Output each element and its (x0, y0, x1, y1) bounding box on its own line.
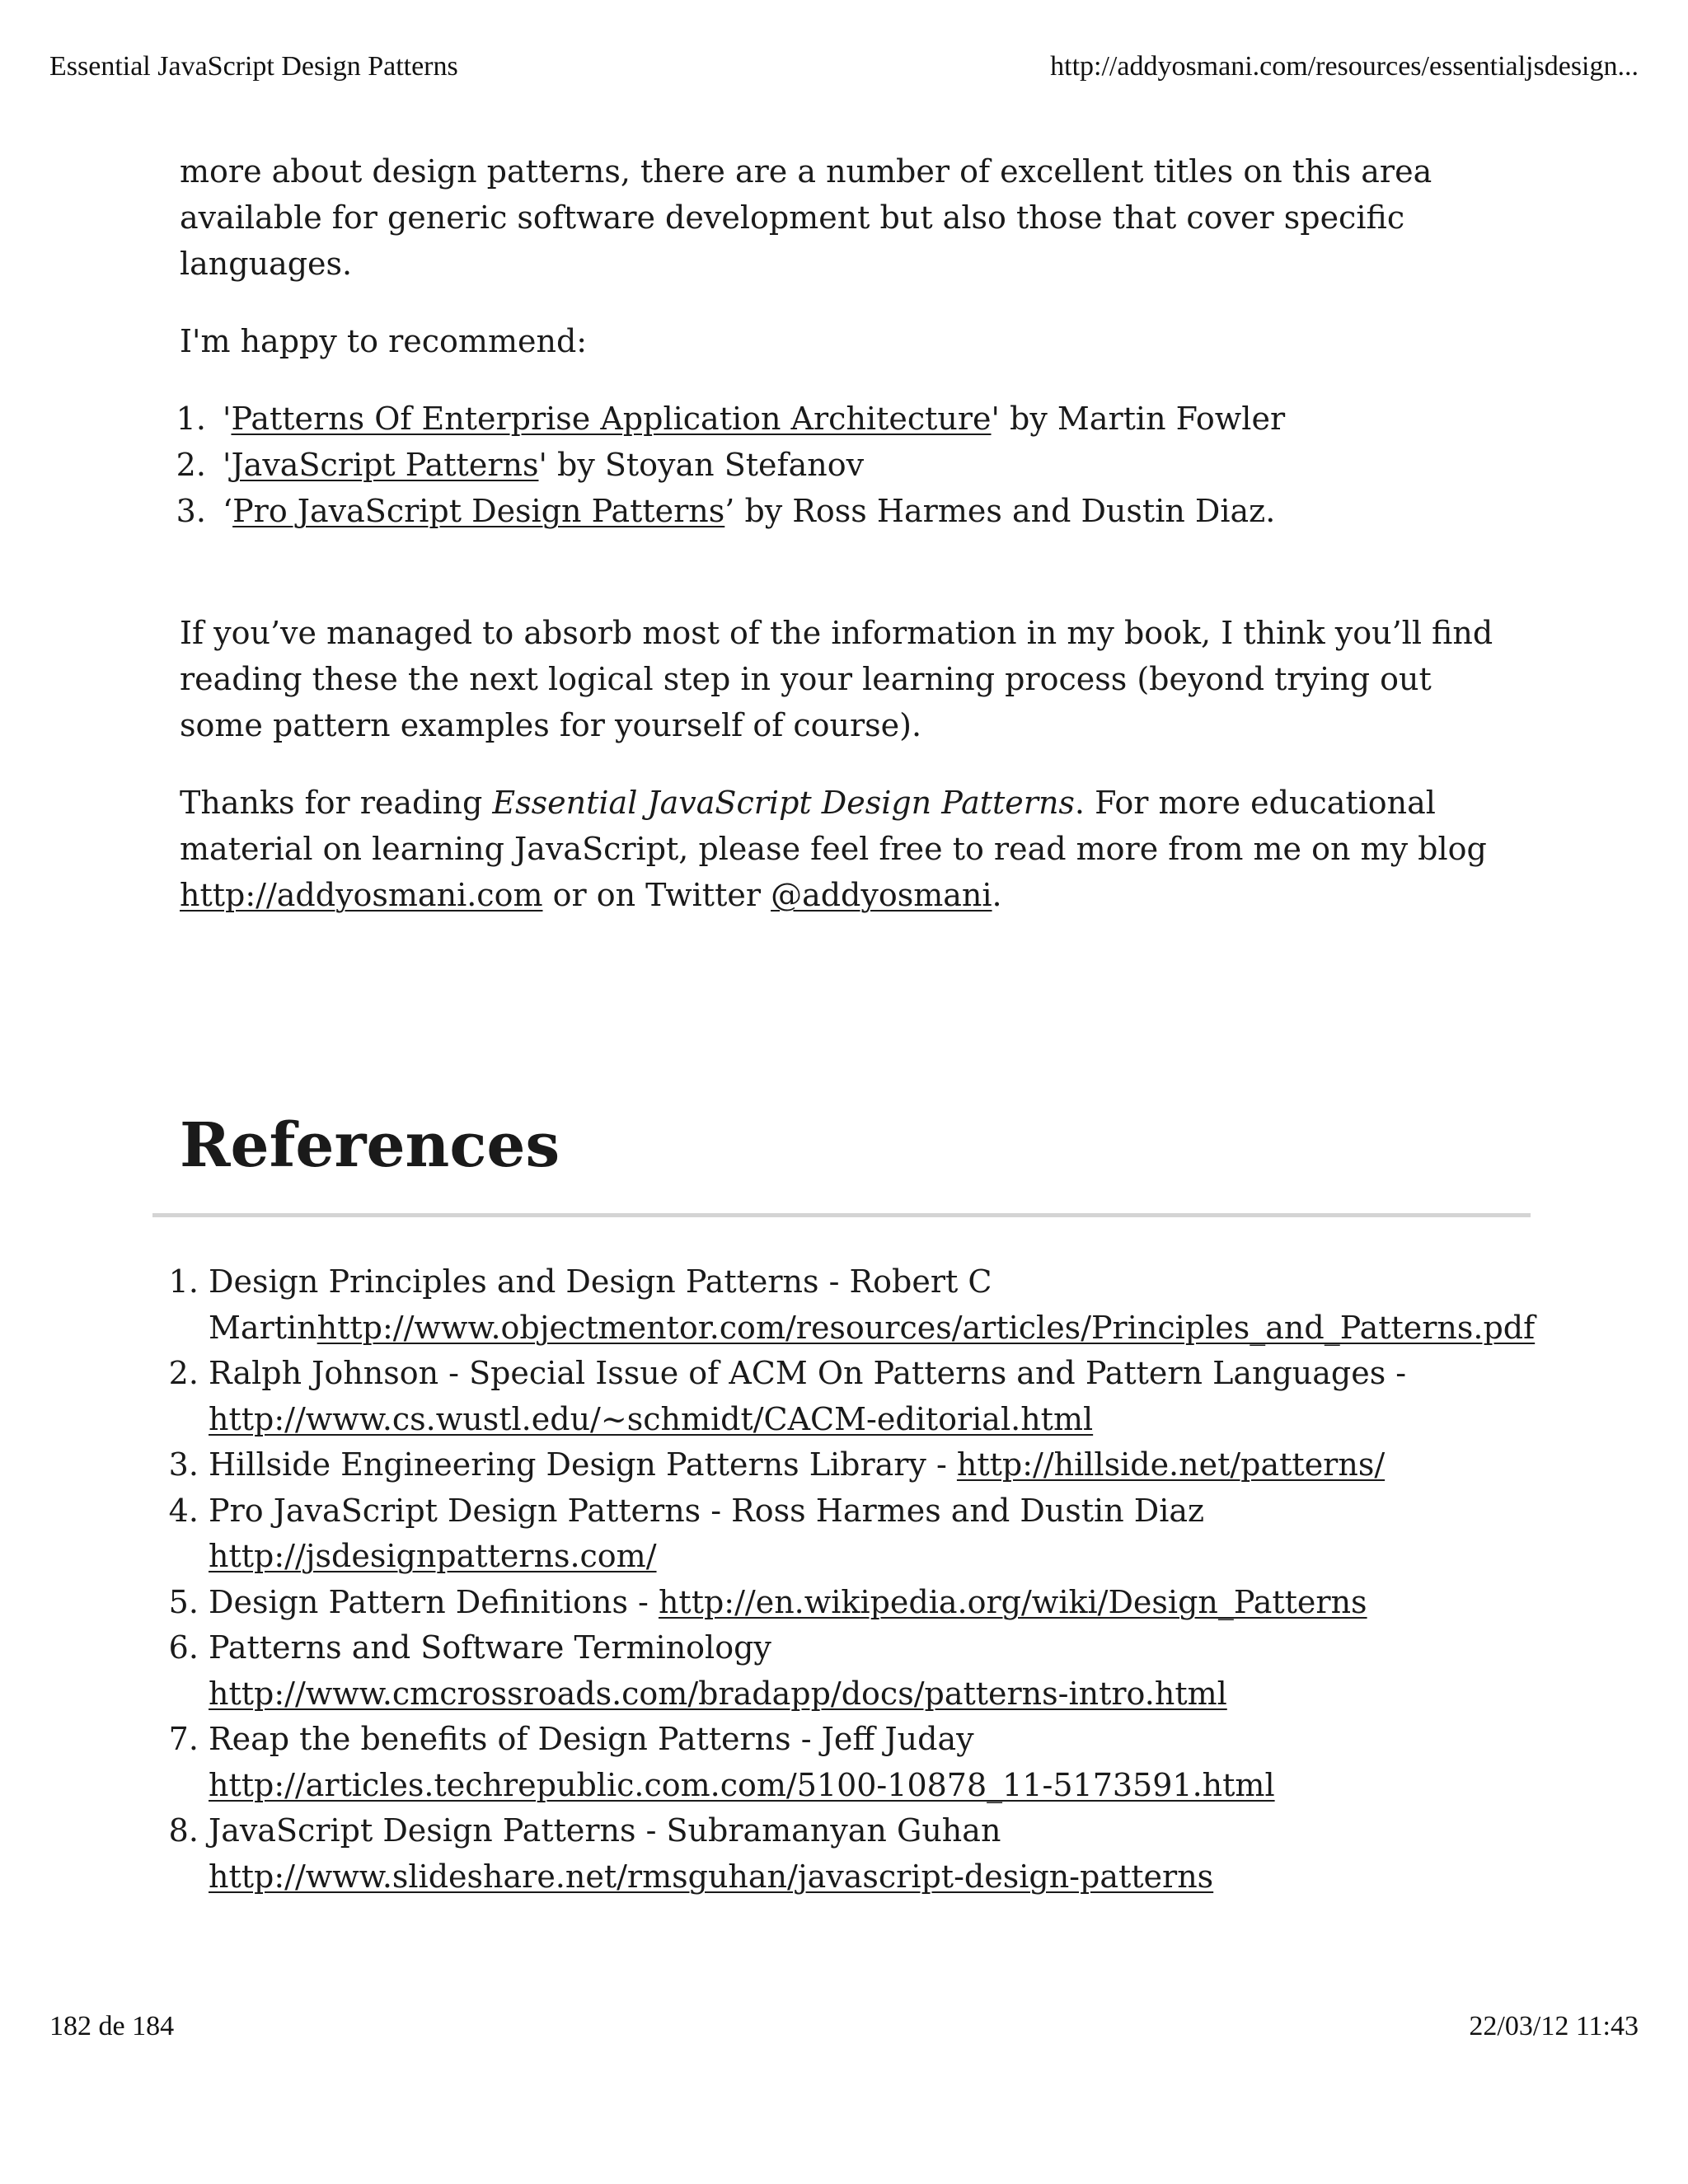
section-divider (152, 1213, 1531, 1217)
list-item: 1. 'Patterns Of Enterprise Application Architecture' by Martin Fowler (216, 396, 1515, 442)
reference-link[interactable]: http://articles.techrepublic.com.com/5100-10878_11-5173591.html (209, 1766, 1275, 1803)
reference-link[interactable]: http://en.wikipedia.org/wiki/Design_Patterns (658, 1583, 1367, 1620)
reference-item: 3. Hillside Engineering Design Patterns Library - http://hillside.net/patterns/ (209, 1442, 1544, 1488)
document-title: Essential JavaScript Design Patterns (49, 51, 458, 82)
reference-item: 5. Design Pattern Definitions - http://en.wikipedia.org/wiki/Design_Patterns (209, 1580, 1544, 1626)
references-heading: References (180, 1110, 560, 1181)
blog-link[interactable]: http://addyosmani.com (180, 877, 543, 913)
main-content (180, 148, 1515, 949)
list-item: 3. ‘Pro JavaScript Design Patterns’ by Ross Harmes and Dustin Diaz. (216, 488, 1515, 534)
reference-link[interactable]: http://www.cmcrossroads.com/bradapp/docs/patterns-intro.html (209, 1675, 1227, 1712)
reference-link[interactable]: http://www.objectmentor.com/resources/articles/Principles_and_Patterns.pdf (316, 1309, 1536, 1346)
reference-link[interactable]: http://www.slideshare.net/rmsguhan/javascript-design-patterns (209, 1858, 1214, 1895)
document-url: http://addyosmani.com/resources/essentialjsdesign... (1050, 51, 1639, 82)
reference-item: 6. Patterns and Software Terminology http://www.cmcrossroads.com/bradapp/docs/patterns-intro.html (209, 1625, 1544, 1717)
book-link[interactable]: JavaScript Patterns (231, 447, 539, 483)
reference-item: 7. Reap the benefits of Design Patterns - Jeff Juday http://articles.techrepublic.com.com/5100-10878_11-5173591.html (209, 1717, 1544, 1808)
reference-link[interactable]: http://www.cs.wustl.edu/~schmidt/CACM-editorial.html (209, 1400, 1094, 1437)
reference-link[interactable]: http://hillside.net/patterns/ (956, 1446, 1386, 1483)
reference-item: 4. Pro JavaScript Design Patterns - Ross Harmes and Dustin Diaz http://jsdesignpatterns.com/ (209, 1488, 1544, 1580)
intro-paragraph: more about design patterns, there are a number of excellent titles on this area available for generic software development but also those that cover specific languages. (180, 153, 1432, 282)
book-link[interactable]: Pro JavaScript Design Patterns (232, 493, 725, 529)
list-item: 2. 'JavaScript Patterns' by Stoyan Stefanov (216, 442, 1515, 488)
recommendation-list (180, 396, 1515, 534)
print-timestamp: 22/03/12 11:43 (1469, 2011, 1639, 2041)
reference-item: 8. JavaScript Design Patterns - Subramanyan Guhan http://www.slideshare.net/rmsguhan/javascript-design-patterns (209, 1808, 1544, 1900)
book-title: Essential JavaScript Design Patterns (492, 785, 1075, 821)
print-footer (49, 2011, 1639, 2042)
twitter-link[interactable]: @addyosmani (771, 877, 992, 913)
thanks-paragraph: Thanks for reading Essential JavaScript Design Patterns. For more educational material on learning JavaScript, please feel free to read more from me on my blog http://addyosmani.com or on Twitter @addyosmani. (180, 785, 1487, 913)
recommend-lead: I'm happy to recommend: (180, 323, 588, 359)
closing-paragraph: If you’ve managed to absorb most of the information in my book, I think you’ll find reading these the next logical step in your learning process (beyond trying out some pattern examples for yourself of course). (180, 615, 1493, 743)
references-list (152, 1259, 1544, 1900)
print-header (49, 51, 1639, 82)
page-number: 182 de 184 (49, 2011, 175, 2041)
book-link[interactable]: Patterns Of Enterprise Application Architecture (231, 401, 992, 437)
reference-link[interactable]: http://jsdesignpatterns.com/ (209, 1538, 657, 1574)
reference-item: 2. Ralph Johnson - Special Issue of ACM On Patterns and Pattern Languages - http://www.cs.wustl.edu/~schmidt/CACM-editorial.html (209, 1351, 1544, 1442)
reference-item: 1. Design Principles and Design Patterns - Robert C Martinhttp://www.objectmentor.com/resources/articles/Principles_and_Patterns.pdf (209, 1259, 1544, 1351)
